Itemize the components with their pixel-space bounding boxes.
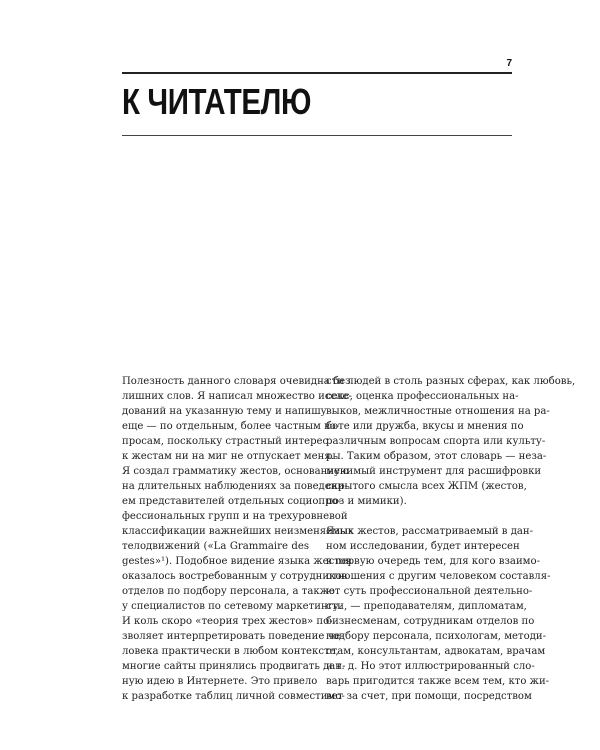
- text-line: Я создал грамматику жестов, основанную: [122, 466, 349, 477]
- text-line: многие сайты принялись продвигать дан-: [122, 661, 346, 672]
- text-line: отделов по подбору персонала, а также: [122, 586, 335, 597]
- text-line: в первую очередь тем, для кого взаимо-: [326, 556, 541, 567]
- chapter-title: К ЧИТАТЕЛЮ: [122, 81, 311, 122]
- text-line: просам, поскольку страстный интерес: [122, 436, 329, 447]
- text-line: Полезность данного словаря очевидна без: [122, 376, 351, 387]
- text-line: еще — по отдельным, более частным во-: [122, 421, 340, 432]
- text-line: ем представителей отдельных социопро-: [122, 496, 342, 507]
- text-line: ном исследовании, будет интересен: [326, 541, 520, 552]
- text-line: ют суть профессиональной деятельно-: [326, 586, 533, 597]
- text-line: скрытого смысла всех ЖПМ (жестов,: [326, 481, 527, 492]
- paragraph-gap: [326, 509, 513, 524]
- text-line: Язык жестов, рассматриваемый в дан-: [326, 526, 534, 537]
- text-line: gestes»¹). Подобное видение языка жестов: [122, 556, 352, 567]
- text-line: сти, — преподавателям, дипломатам,: [326, 601, 527, 612]
- page-number: 7: [506, 58, 512, 69]
- text-line: классификации важнейших неизменяемых: [122, 526, 354, 537]
- text-line: И коль скоро «теория трех жестов» по-: [122, 616, 333, 627]
- text-line: телодвижений («La Grammaire des: [122, 541, 309, 552]
- text-line: выков, межличностные отношения на ра-: [326, 406, 550, 417]
- text-line: подбору персонала, психологам, методи-: [326, 631, 547, 642]
- text-line: секс, оценка профессиональных на-: [326, 391, 519, 402]
- text-line: отношения с другим человеком составля-: [326, 571, 551, 582]
- text-line: вет за счет, при помощи, посредством: [326, 691, 532, 702]
- title-rule: [122, 135, 512, 136]
- text-line: менимый инструмент для расшифровки: [326, 466, 542, 477]
- text-line: ры. Таким образом, этот словарь — неза-: [326, 451, 547, 462]
- header-rule: [122, 72, 512, 74]
- text-line: поз и мимики).: [326, 496, 407, 507]
- text-line: ловека практически в любом контексте,: [122, 646, 339, 657]
- text-line: стам, консультантам, адвокатам, врачам: [326, 646, 546, 657]
- text-line: ную идею в Интернете. Это привело: [122, 676, 318, 687]
- text-line: и т. д. Но этот иллюстрированный сло-: [326, 661, 535, 672]
- text-line: оказалось востребованным у сотрудников: [122, 571, 348, 582]
- text-line: сти людей в столь разных сферах, как любовь,: [326, 376, 576, 387]
- text-line: варь пригодится также всем тем, кто жи-: [326, 676, 550, 687]
- text-line: дований на указанную тему и напишу: [122, 406, 327, 417]
- text-line: к разработке таблиц личной совместимо-: [122, 691, 345, 702]
- text-line: у специалистов по сетевому маркетингу.: [122, 601, 343, 612]
- text-line: на длительных наблюдениях за поведени-: [122, 481, 348, 492]
- text-line: зволяет интерпретировать поведение че-: [122, 631, 344, 642]
- text-line: к жестам ни на миг не отпускает меня.: [122, 451, 334, 462]
- text-line: фессиональных групп и на трехуровневой: [122, 511, 348, 522]
- text-line: бизнесменам, сотрудникам отделов по: [326, 616, 535, 627]
- text-line: лишних слов. Я написал множество иссле-: [122, 391, 352, 402]
- text-column-left: [122, 374, 354, 704]
- text-line: боте или дружба, вкусы и мнения по: [326, 421, 524, 432]
- text-line: различным вопросам спорта или культу-: [326, 436, 546, 447]
- text-column-right: [326, 374, 576, 704]
